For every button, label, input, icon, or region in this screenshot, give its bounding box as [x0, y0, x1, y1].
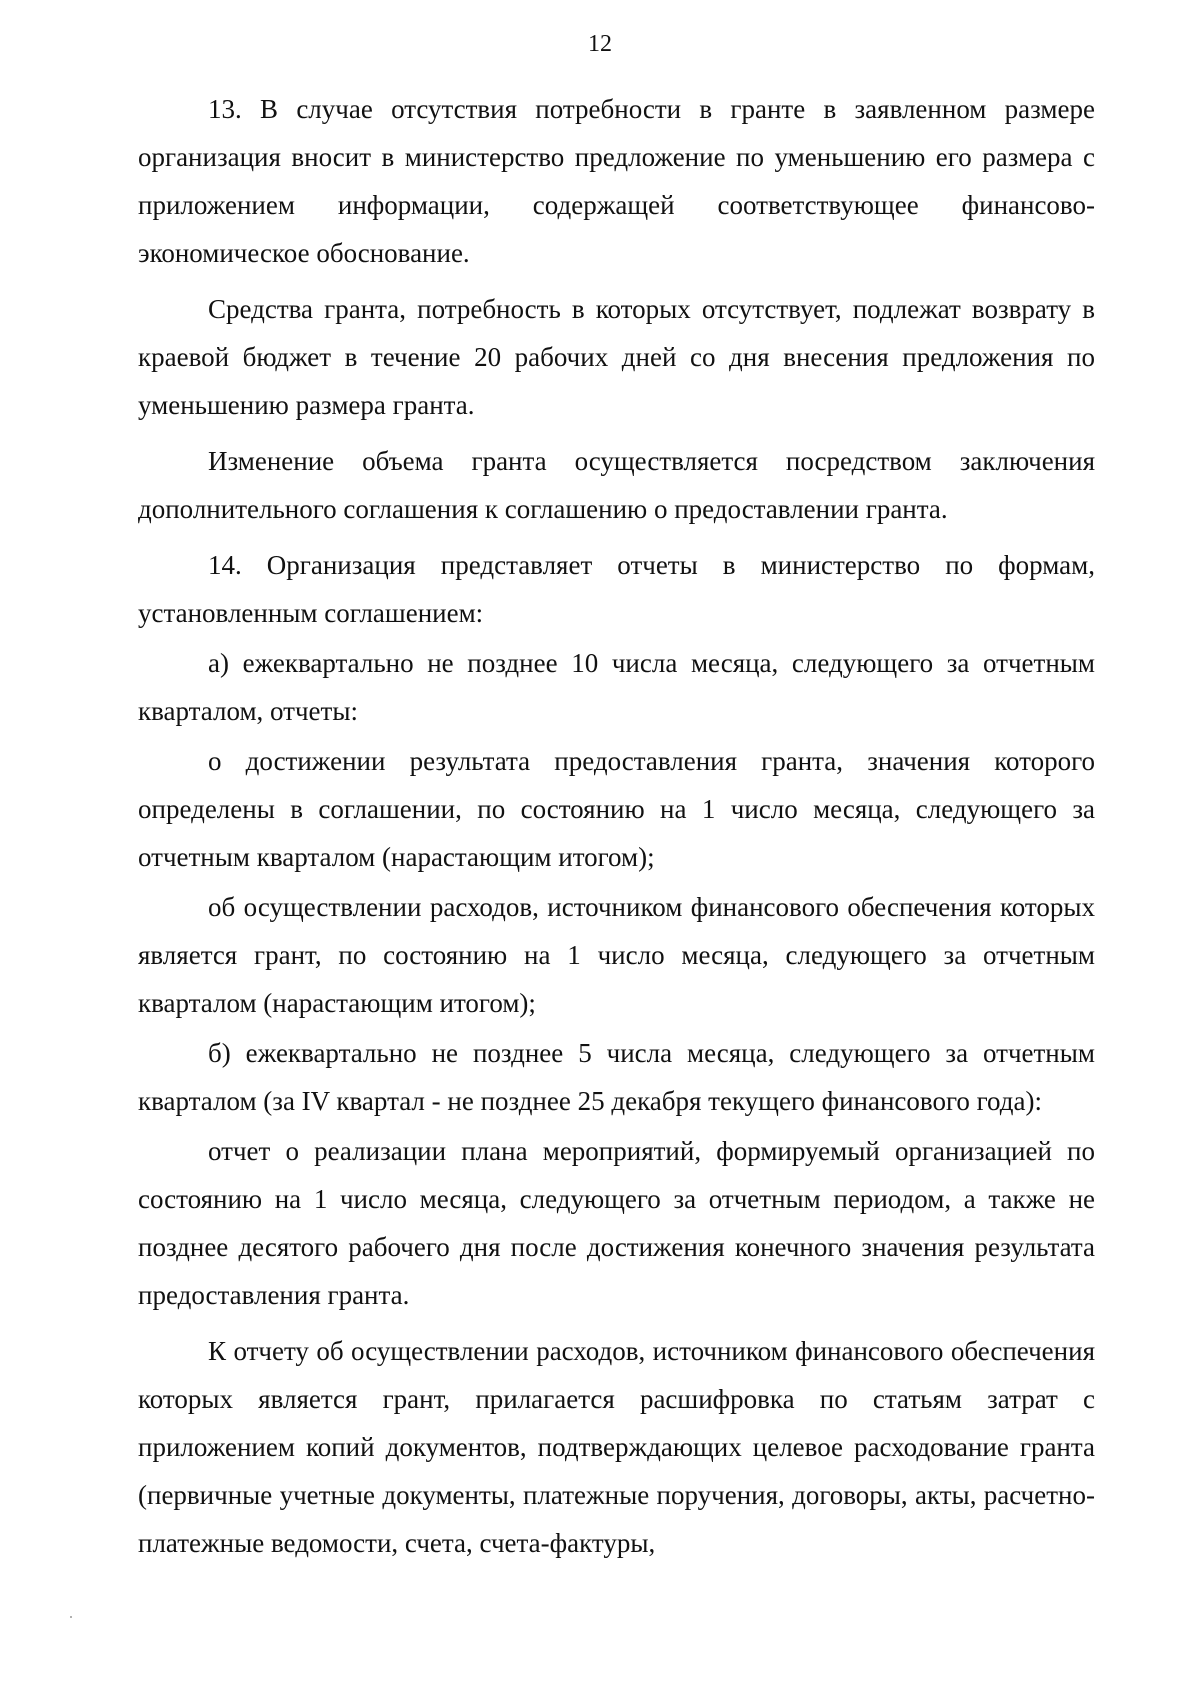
paragraph-grant-return: Средства гранта, потребность в которых отсутствует, подлежат возврату в краевой бюджет в течение 20 рабочих дней со дня внесения предложения по уменьшению размера гранта. — [138, 294, 1095, 420]
list-item-a-quarterly: а) ежеквартально не позднее 10 числа месяца, следующего за отчетным кварталом, отчеты: — [138, 648, 1095, 726]
scan-speck — [70, 1616, 72, 1618]
paragraph-13-need-reduction: 13. В случае отсутствия потребности в гранте в заявленном размере организация вносит в министерство предложение по уменьшению его размера с приложением информации, содержащей соответствующее финансово-экономическое обоснование. — [138, 94, 1095, 268]
page-number: 12 — [588, 31, 612, 57]
paragraph-expense-report: об осуществлении расходов, источником финансового обеспечения которых является грант, по состоянию на 1 число месяца, следующего за отчетным кварталом (нарастающим итогом); — [138, 892, 1095, 1018]
list-item-b-quarterly: б) ежеквартально не позднее 5 числа месяца, следующего за отчетным кварталом (за IV квартал - не позднее 25 декабря текущего финансового года): — [138, 1038, 1095, 1116]
paragraph-14-reports: 14. Организация представляет отчеты в министерство по формам, установленным соглашением: — [138, 550, 1095, 628]
paragraph-action-plan-report: отчет о реализации плана мероприятий, формируемый организацией по состоянию на 1 число месяца, следующего за отчетным периодом, а также не позднее десятого рабочего дня после достижения конечного значения результата предоставления гранта. — [138, 1136, 1095, 1310]
paragraph-grant-volume-change: Изменение объема гранта осуществляется посредством заключения дополнительного соглашения к соглашению о предоставлении гранта. — [138, 446, 1095, 524]
paragraph-expense-breakdown: К отчету об осуществлении расходов, источником финансового обеспечения которых является грант, прилагается расшифровка по статьям затрат с приложением копий документов, подтверждающих целевое расходование гранта (первичные учетные документы, платежные поручения, договоры, акты, расчетно-платежные ведомости, счета, счета-фактуры, — [138, 1336, 1095, 1558]
document-body — [138, 85, 1095, 1575]
paragraph-result-report: о достижении результата предоставления гранта, значения которого определены в соглашении, по состоянию на 1 число месяца, следующего за отчетным кварталом (нарастающим итогом); — [138, 746, 1095, 872]
